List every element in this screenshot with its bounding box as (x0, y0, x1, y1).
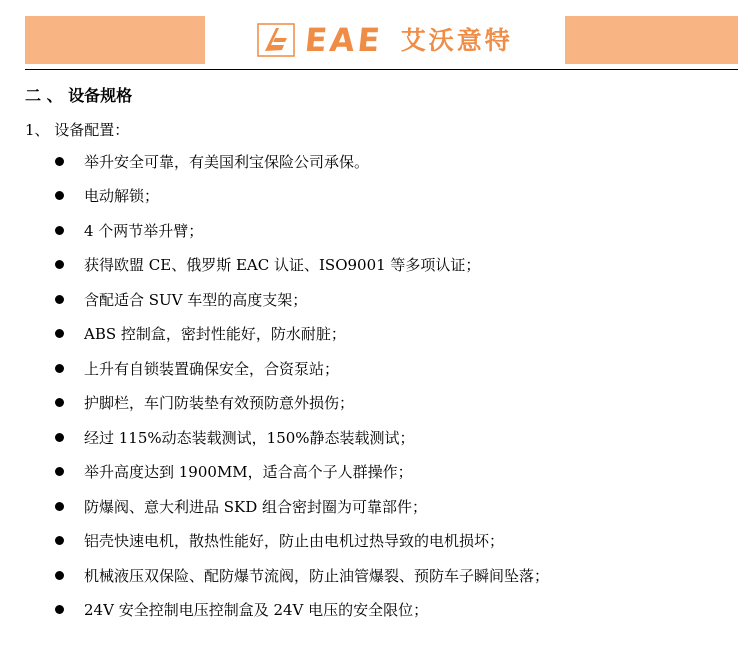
spec-item-text: 电动解锁； (84, 187, 160, 206)
spec-item-text: 举升高度达到 1900MM，适合高个子人群操作； (84, 463, 413, 482)
spec-list-item (0, 179, 549, 214)
spec-list-item (0, 524, 549, 559)
spec-item-text: ABS 控制盒，密封性能好，防水耐脏； (84, 325, 346, 344)
logo-chinese-text: 艾沃意特 (400, 25, 513, 55)
brand-logo (205, 16, 565, 64)
bullet-icon (55, 467, 64, 476)
spec-item-text: 铝壳快速电机，散热性能好，防止由电机过热导致的电机损坏； (84, 532, 505, 551)
subsection-title: 1、 设备配置： (25, 121, 130, 139)
bullet-icon (55, 260, 64, 269)
header-accent-bar-left (25, 16, 205, 64)
spec-list-item (0, 593, 549, 628)
spec-item-text: 机械液压双保险、配防爆节流阀，防止油管爆裂、预防车子瞬间坠落； (84, 566, 550, 585)
bullet-icon (55, 605, 64, 614)
header-divider (25, 69, 738, 70)
spec-list-item (0, 282, 549, 317)
spec-list (0, 144, 549, 627)
spec-item-text: 经过 115%动态装载测试，150%静态装载测试； (84, 428, 415, 447)
spec-list-item (0, 489, 549, 524)
bullet-icon (55, 433, 64, 442)
bullet-icon (55, 191, 64, 200)
spec-item-text: 获得欧盟 CE、俄罗斯 EAC 认证、ISO9001 等多项认证； (84, 256, 481, 275)
bullet-icon (55, 398, 64, 407)
bullet-icon (55, 295, 64, 304)
bullet-icon (55, 536, 64, 545)
spec-list-item (0, 558, 549, 593)
eae-logo-icon (257, 23, 295, 57)
spec-item-text: 含配适合 SUV 车型的高度支架； (84, 290, 308, 309)
logo-latin-text: EAE (303, 21, 385, 59)
spec-item-text: 举升安全可靠，有美国利宝保险公司承保。 (84, 152, 370, 171)
spec-list-item (0, 213, 549, 248)
section-title: 二 、 设备规格 (25, 86, 133, 105)
bullet-icon (55, 157, 64, 166)
bullet-icon (55, 226, 64, 235)
spec-list-item (0, 386, 549, 421)
spec-item-text: 4 个两节举升臂； (84, 221, 204, 240)
spec-list-item (0, 317, 549, 352)
spec-item-text: 上升有自锁装置确保安全，合资泵站； (84, 359, 340, 378)
bullet-icon (55, 329, 64, 338)
bullet-icon (55, 364, 64, 373)
spec-item-text: 24V 安全控制电压控制盒及 24V 电压的安全限位； (84, 601, 429, 620)
header-accent-bar-right (565, 16, 738, 64)
spec-list-item (0, 248, 549, 283)
spec-item-text: 护脚栏，车门防装垫有效预防意外损伤； (84, 394, 355, 413)
bullet-icon (55, 502, 64, 511)
spec-list-item (0, 455, 549, 490)
spec-list-item (0, 420, 549, 455)
bullet-icon (55, 571, 64, 580)
spec-item-text: 防爆阀、意大利进品 SKD 组合密封圈为可靠部件； (84, 497, 428, 516)
spec-list-item (0, 351, 549, 386)
spec-list-item (0, 144, 549, 179)
